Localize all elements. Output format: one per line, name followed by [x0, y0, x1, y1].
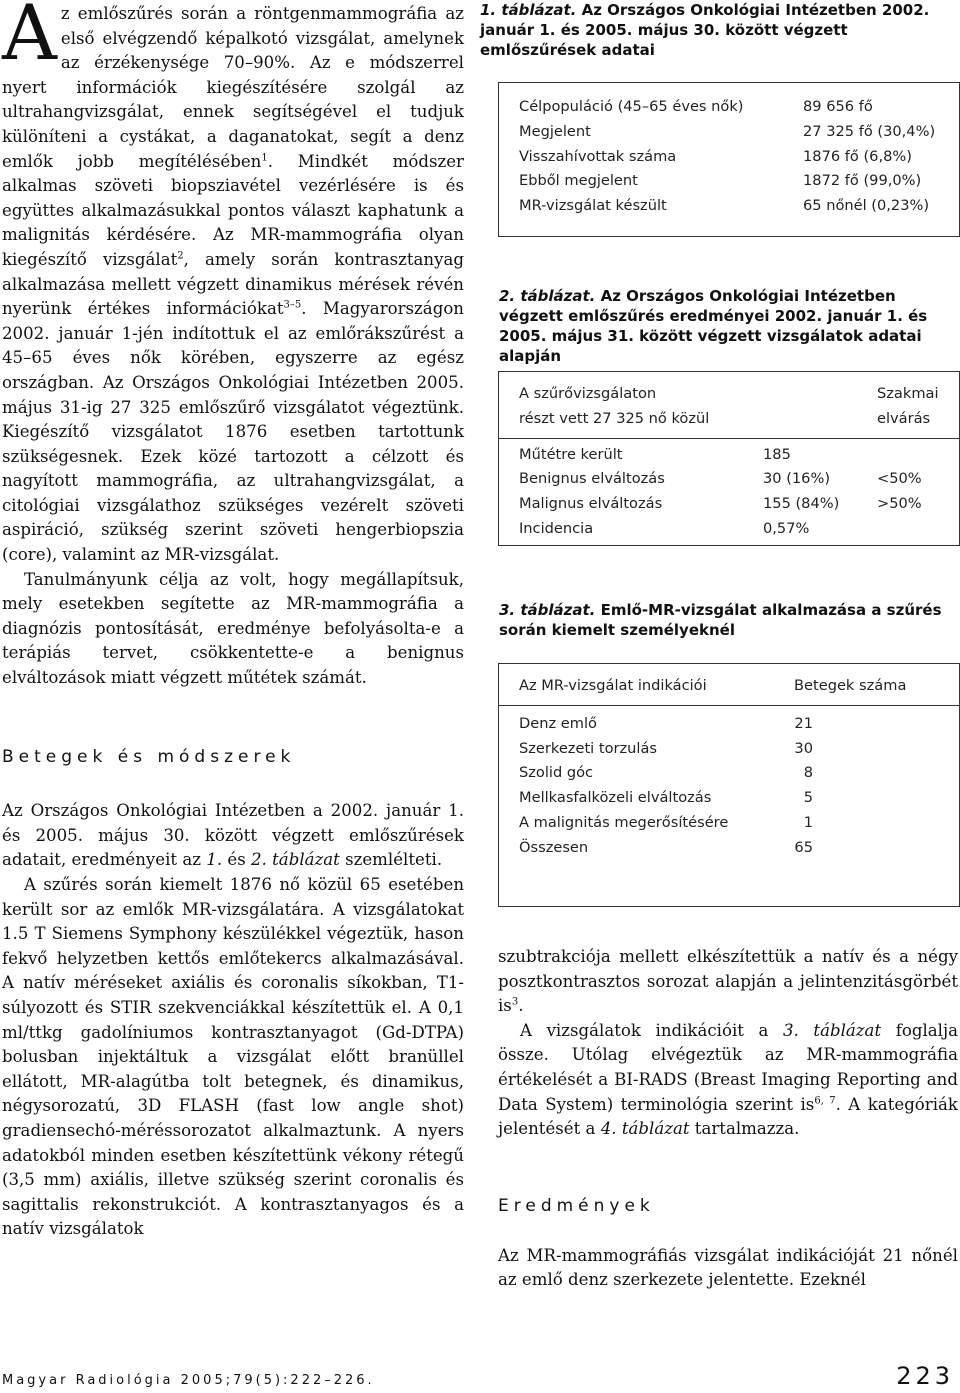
cell-label: Malignus elváltozás: [519, 495, 663, 513]
right-paragraph-2: A vizsgálatok indikációit a 3. táblázat foglalja össze. Utólag elvégeztük az MR-mammográfia értékelését a BI-RADS (Breast Imaging Reporting and Data System) terminológia szerint is$^{6, 7}$. A kategóriák jelentését a 4. táblázat tartalmazza.: [498, 1020, 959, 1139]
table1: [498, 82, 960, 237]
cell-label: MR-vizsgálat készült: [519, 197, 667, 215]
table-divider: [499, 438, 959, 439]
table-row: [519, 761, 959, 786]
methods-paragraph-2: A szűrés során kiemelt 1876 nő közül 65 esetében került sor az emlők MR-vizsgálatára. A vizsgálatokat 1.5 T Siemens Symphony készülékkel végeztük, hason fekvő helyzetben kettős emlőtekercs alkalmazásával. A natív méréseket axiális és coronalis síkokban, T1-súlyozott és STIR szekvenciákkal készítettük el. A 0,1 ml/ttkg gadolíniumos kontrasztanyagot (Gd-DTPA) bolusban injektáltuk a vizsgálat előtt branüllel ellátott, MR-alagútba tolt betegnek, és dinamikus, négysorozatú, 3D FLASH (fast low angle shot) gradiensechó-méréssorozatot alkalmaztunk. A nyers adatokból minden esetben készítettünk vékony rétegű (3,5 mm) axiális, illetve szükség szerint coronalis és sagittalis rekonstrukciót. A kontrasztanyagos és a natív vizsgálatok: [2, 875, 464, 1239]
cell-value: 65: [794, 838, 813, 856]
cell-value: 30 (16%): [763, 470, 831, 488]
table3: [498, 663, 960, 907]
table-divider: [499, 705, 959, 706]
cell-value: 5: [803, 789, 813, 807]
cell-label: Mellkasfalközeli elváltozás: [519, 789, 712, 807]
table-row: [519, 145, 959, 170]
cell-label: Visszahívottak száma: [519, 147, 677, 165]
table2-header: A szűrővizsgálaton részt vett 27 325 nő közül Szakmai elvárás: [519, 385, 939, 427]
cell-label: Műtétre került: [519, 445, 623, 463]
table-row: [519, 836, 959, 861]
section-heading-results: Eredmények: [498, 1195, 655, 1216]
reference: 6, 7: [814, 1095, 836, 1107]
cell-value: 185: [763, 445, 791, 463]
cell-value: 27 325 fő (30,4%): [803, 122, 936, 140]
cell-value: 30: [794, 739, 813, 757]
table2-caption: 2. táblázat. Az Országos Onkológiai Intézetben végzett emlőszűrés eredményei 2002. január 1. és 2005. május 31. között végzett vizsgálatok adatai alapján: [499, 287, 928, 365]
cell-expected: >50%: [877, 495, 922, 513]
table-row: [519, 467, 959, 492]
table-row: [519, 786, 959, 811]
reference: 1: [261, 152, 268, 164]
page-number: 223: [896, 1362, 954, 1390]
reference: 3: [511, 996, 519, 1008]
cell-value: 1: [803, 813, 813, 831]
right-text-block: [498, 945, 958, 1293]
cell-label: Célpopuláció (45–65 éves nők): [519, 98, 744, 115]
results-paragraph: Az MR-mammográfiás vizsgálat indikációját 21 nőnél az emlő denz szerkezete jelentette. Ezeknél: [498, 1245, 958, 1290]
table-row: [519, 95, 959, 120]
cell-value: 0,57%: [763, 519, 810, 537]
table-row: [519, 517, 959, 542]
aim-paragraph: Tanulmányunk célja az volt, hogy megállapítsuk, mely esetekben segítette az MR-mammográfia a diagnózis pontosítását, eredménye befolyásolta-e a terápiás tervet, csökkentette-e a benignus elváltozások miatt végzett műtétek számát.: [2, 569, 464, 688]
cell-value: 8: [803, 764, 813, 782]
cell-value: 1876 fő (6,8%): [803, 147, 912, 165]
methods-paragraph-1: Az Országos Onkológiai Intézetben a 2002. január 1. és 2005. május 30. között végzett emlőszűrések adatait, eredményeit az 1. és 2. táblázat szemlélteti.: [2, 801, 464, 870]
table-row: [519, 737, 959, 762]
cell-value: 89 656 fő: [803, 98, 873, 115]
table-row: [519, 492, 959, 517]
drop-cap: A: [2, 0, 57, 77]
cell-label: Ebből megjelent: [519, 172, 638, 190]
table-row: [519, 194, 959, 219]
table3-header: Az MR-vizsgálat indikációi Betegek száma: [519, 677, 907, 694]
cell-value: 155 (84%): [763, 495, 840, 513]
table3-caption: 3. táblázat. Emlő-MR-vizsgálat alkalmazása a szűrés során kiemelt személyeknél: [499, 601, 942, 639]
intro-paragraph: Az emlőszűrés során a röntgenmammográfia az első elvégzendő képalkotó vizsgálat, amelynek az érzékenysége 70–90%. Az e módszerrel nyert információk kiegészítésére szolgál az ultrahangvizsgálat, ennek segítségével el tudjuk különíteni a cystákat, a daganatokat, segít a denz emlők jobb megítélésében$^1$. Mindkét módszer alkalmas szöveti biopsziavétel vezérlésére is és együttes alkalmazásukkal pontos választ kaphatunk a malignitás kérdésére. Az MR-mammográfia olyan kiegészítő vizsgálat$^2$, amely során kontrasztanyag alkalmazása mellett végzett dinamikus mérések révén nyerünk értékes információkat$^{3-5}$. Magyarországon 2002. január 1-jén indítottuk el az emlőrákszűrést a 45–65 éves nők körében, egyszerre az egész országban. Az Országos Onkológiai Intézetben 2005. május 31-ig 27 325 emlőszűrő vizsgálatot végeztünk. Kiegészítő vizsgálatot 1876 esetben tartottunk szükségesnek. Ezek közé tartozott a célzott és nagyított mammográfia, az ultrahangvizsgálat, a citológiai vizsgálathoz szükséges vezérelt szöveti aspiráció, szükség szerint szöveti hengerbiopszia (core), valamint az MR-vizsgálat.: [2, 0, 464, 565]
cell-label: Benignus elváltozás: [519, 470, 665, 488]
cell-label: Összesen: [519, 838, 589, 856]
cell-label: Szerkezeti torzulás: [519, 739, 658, 757]
cell-label: Denz emlő: [519, 714, 597, 732]
left-column: [2, 2, 464, 1242]
cell-label: A malignitás megerősítésére: [519, 813, 729, 831]
table3-body: [519, 712, 959, 861]
table1-body: [519, 95, 959, 219]
section-heading-methods: Betegek és módszerek: [2, 746, 296, 767]
cell-expected: <50%: [877, 470, 922, 488]
table1-caption: 1. táblázat. Az Országos Onkológiai Intézetben 2002. január 1. és 2005. május 30. között végzett emlőszűrések adatai: [480, 1, 930, 59]
journal-footer: Magyar Radiológia 2005;79(5):222–226.: [2, 1373, 375, 1388]
reference: 2: [177, 250, 184, 262]
table-row: [519, 120, 959, 145]
reference: 3–5: [283, 299, 302, 311]
table-row: [519, 443, 959, 468]
table-row: [519, 169, 959, 194]
cell-label: Incidencia: [519, 519, 594, 537]
cell-value: 1872 fő (99,0%): [803, 172, 922, 190]
table-row: [519, 811, 959, 836]
cell-label: Szolid góc: [519, 764, 594, 782]
table2: [498, 371, 960, 546]
cell-value: 65 nőnél (0,23%): [803, 197, 930, 215]
table-row: [519, 712, 959, 737]
right-paragraph-1: szubtrakciója mellett elkészítettük a natív és a négy posztkontrasztos sorozat alapján a jelintenzitásgörbét $is^3$.: [498, 947, 958, 1016]
table2-body: [519, 443, 959, 542]
cell-value: 21: [794, 714, 813, 732]
cell-label: Megjelent: [519, 122, 591, 140]
